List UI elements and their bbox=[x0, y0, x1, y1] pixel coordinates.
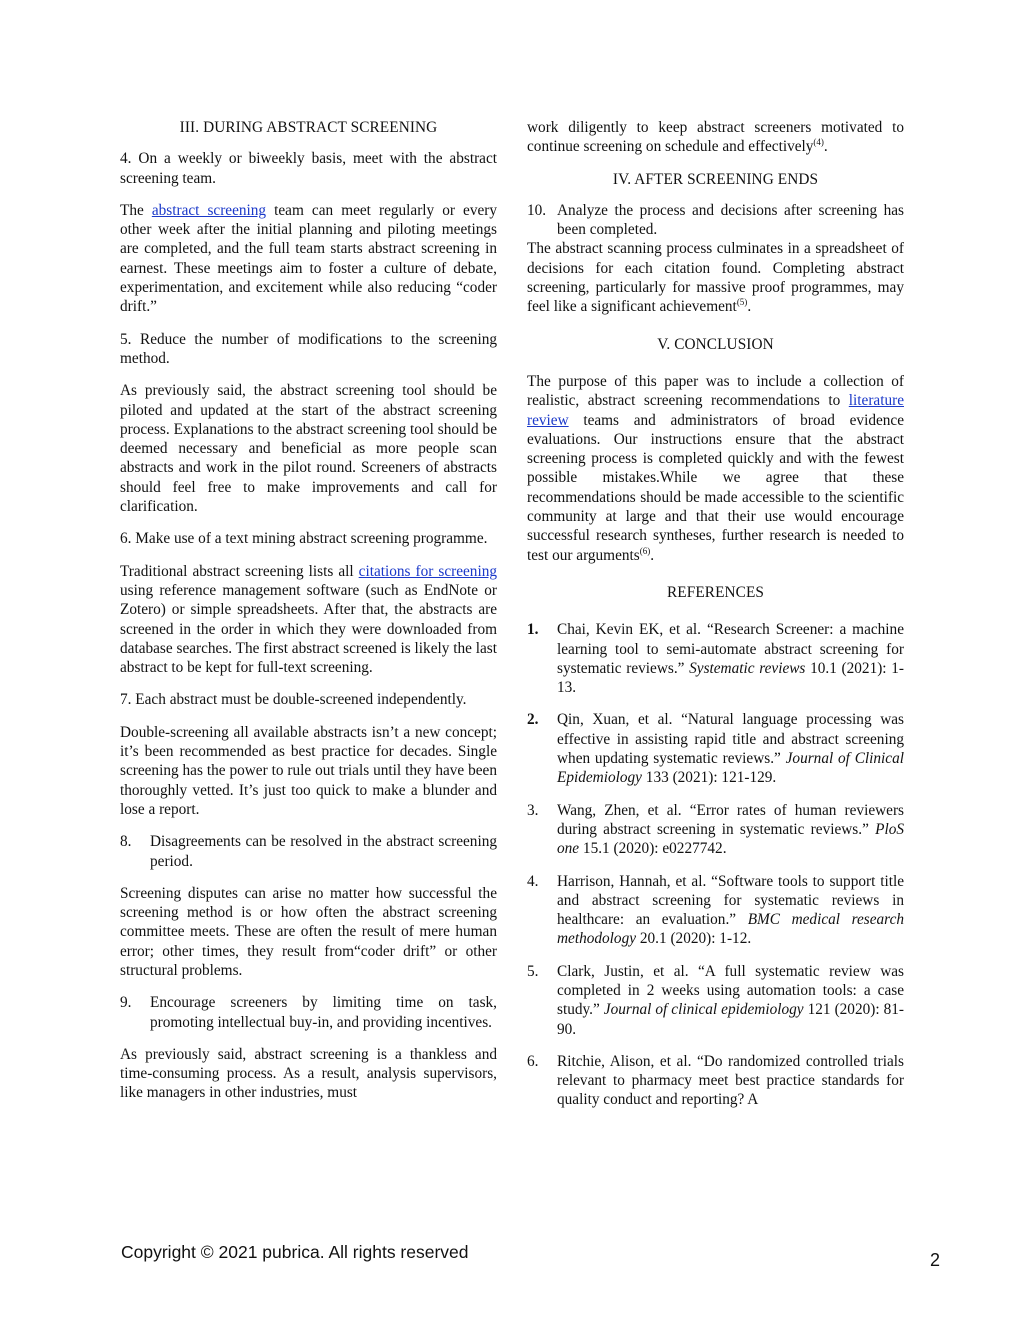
reference-body: Ritchie, Alison, et al. “Do randomized controlled trials relevant to pharmacy meet best practice standards for quality conduct and reporting? A bbox=[557, 1052, 904, 1109]
item-text: Analyze the process and decisions after screening has been completed. bbox=[557, 201, 904, 239]
reference-body: Qin, Xuan, et al. “Natural language processing was effective in assisting rapid title and abstract screening when updating systematic reviews.” bbox=[557, 711, 904, 768]
reference-journal: BMC medical research methodology bbox=[557, 911, 905, 948]
section-heading-references: REFERENCES bbox=[666, 583, 765, 601]
citation-superscript: (6) bbox=[639, 545, 651, 556]
item-7: 7. Each abstract must be double-screened independently. bbox=[120, 691, 467, 709]
reference-number: 2. bbox=[527, 711, 539, 729]
reference-number: 5. bbox=[527, 962, 539, 980]
reference-text bbox=[557, 801, 904, 859]
reference-item bbox=[527, 1052, 904, 1110]
reference-journal: Systematic reviews bbox=[689, 659, 806, 677]
reference-details: 20.1 (2020): 1-12. bbox=[636, 930, 752, 948]
abstract-screening-link[interactable]: abstract screening bbox=[151, 201, 267, 219]
item-10 bbox=[527, 201, 904, 240]
citation-superscript: (5) bbox=[736, 297, 748, 308]
reference-body: Harrison, Hannah, et al. “Software tools to support title and abstract screening for systematic reviews in healthcare: an evaluation.” bbox=[557, 872, 904, 929]
paragraph-piloting: As previously said, the abstract screening tool should be piloted and updated at the start of the abstract screening process. Explanations to the abstract screening tool should be deemed necessary and beneficial as more people scan abstracts and work in the pilot round. Screeners of abstracts should feel free to make improvements and call for clarification. bbox=[120, 382, 497, 516]
paragraph-text: Traditional abstract screening lists all bbox=[120, 562, 359, 580]
reference-journal: PloS one bbox=[557, 820, 904, 858]
paragraph-continuation bbox=[527, 118, 904, 157]
paragraph-scanning-process bbox=[527, 239, 904, 316]
reference-body: Chai, Kevin EK, et al. “Research Screener: a machine learning tool to semi-automate abstract screening for systematic reviews.” bbox=[557, 621, 904, 677]
reference-number: 4. bbox=[527, 872, 539, 890]
references-list bbox=[527, 620, 904, 1110]
reference-number: 3. bbox=[527, 801, 539, 819]
paragraph-text: . bbox=[823, 138, 828, 156]
paragraph-text: . bbox=[650, 546, 655, 564]
item-text: Disagreements can be resolved in the abstract screening period. bbox=[150, 833, 497, 870]
reference-details: 15.1 (2020): e0227742. bbox=[579, 840, 727, 858]
section-heading-during-screening: III. DURING ABSTRACT SCREENING bbox=[179, 119, 438, 136]
item-5: 5. Reduce the number of modifications to the screening method. bbox=[120, 330, 497, 367]
reference-details: 133 (2021): 121-129. bbox=[641, 769, 777, 787]
reference-number: 6. bbox=[527, 1052, 539, 1070]
item-text: Encourage screeners by limiting time on task, promoting intellectual buy-in, and providing incentives. bbox=[150, 994, 497, 1031]
reference-item bbox=[527, 962, 904, 1039]
reference-journal: Journal of clinical epidemiology bbox=[603, 1001, 804, 1019]
paragraph-conclusion bbox=[527, 372, 904, 565]
section-heading-conclusion: V. CONCLUSION bbox=[657, 335, 774, 353]
paragraph-text: team can meet regularly or every other week after the initial planning and piloting meetings are completed, and the full team starts abstract screening in earnest. These meetings aim to foster a culture of debate, experimentation, and excitement while also reducing “coder drift.” bbox=[120, 201, 498, 316]
paragraph-text: teams and administrators of broad evidence evaluations. Our instructions ensure that the abstract screening process is completed quickly and with the fewest possible mistakes.While we agree that these recommendations should be made accessible to the scientific community at large and that their use would encourage successful research syntheses, further research is needed to test our arguments bbox=[527, 411, 904, 564]
paragraph-abstract-screening-team bbox=[120, 201, 497, 317]
item-8 bbox=[120, 832, 497, 871]
reference-body: Clark, Justin, et al. “A full systematic review was completed in 2 weeks using automation tools: a case study.” bbox=[557, 962, 904, 1019]
paragraph-thankless-process: As previously said, abstract screening is a thankless and time-consuming process. As a result, analysis supervisors, like managers in other industries, must bbox=[120, 1045, 497, 1102]
item-6: 6. Make use of a text mining abstract screening programme. bbox=[120, 530, 488, 548]
item-9 bbox=[120, 993, 497, 1032]
citations-for-screening-link[interactable]: citations for screening bbox=[358, 562, 497, 580]
citation-superscript: (4) bbox=[813, 137, 824, 148]
reference-item bbox=[527, 620, 904, 697]
literature-review-link[interactable]: literature review bbox=[527, 392, 904, 429]
reference-journal: Journal of Clinical Epidemiology bbox=[557, 750, 904, 787]
paragraph-text: The abstract scanning process culminates in a spreadsheet of decisions for each citation found. Completing abstract screening, particularly for massive proof programmes, may feel like a significant achievement bbox=[527, 240, 904, 316]
item-4: 4. On a weekly or biweekly basis, meet with the abstract screening team. bbox=[120, 150, 497, 187]
item-number: 8. bbox=[120, 833, 132, 851]
page-number: 2 bbox=[930, 1250, 941, 1270]
paragraph-text: using reference management software (such as EndNote or Zotero) or simple spreadsheets. After that, the abstracts are screened in the order in which they were downloaded from database searches. The first abstract screened is likely the last abstract to be kept for full-text screening. bbox=[120, 581, 497, 677]
reference-text bbox=[557, 710, 904, 787]
paragraph-text: The purpose of this paper was to include a collection of realistic, abstract screening recommendations to bbox=[527, 372, 904, 410]
reference-text bbox=[557, 620, 904, 697]
reference-number: 1. bbox=[527, 621, 539, 639]
right-column bbox=[527, 118, 904, 1110]
paragraph-text: work diligently to keep abstract screeners motivated to continue screening on schedule and effectively bbox=[527, 119, 904, 156]
reference-item bbox=[527, 801, 904, 859]
paragraph-double-screening: Double-screening all available abstracts isn’t a new concept; it’s been recommended as best practice for decades. Single screening has the power to rule out trials until they have been thoroughly vetted. It’s just too quick to make a blunder and lose a report. bbox=[120, 723, 497, 818]
reference-body: Wang, Zhen, et al. “Error rates of human reviewers during abstract screening in systematic reviews.” bbox=[557, 801, 904, 838]
left-column bbox=[120, 118, 497, 1103]
reference-details: 10.1 (2021): 1-13. bbox=[557, 659, 904, 697]
paragraph-text: . bbox=[747, 298, 752, 316]
reference-item bbox=[527, 872, 904, 949]
paragraph-text: The bbox=[120, 201, 152, 219]
paragraph-screening-disputes: Screening disputes can arise no matter how successful the screening method is or how often the abstract screening committee meets. These are often the result of mere human error; other times, they result from“coder drift” or other structural problems. bbox=[120, 884, 497, 979]
reference-text bbox=[557, 872, 904, 949]
reference-details: 121 (2020): 81-90. bbox=[557, 1001, 904, 1038]
reference-item bbox=[527, 710, 904, 787]
reference-text bbox=[557, 962, 904, 1039]
copyright-footer: Copyright © 2021 pubrica. All rights reserved bbox=[121, 1242, 469, 1262]
paragraph-traditional-screening bbox=[120, 562, 497, 678]
item-number: 9. bbox=[120, 994, 132, 1012]
reference-text bbox=[557, 1052, 904, 1110]
section-heading-after-screening: IV. AFTER SCREENING ENDS bbox=[612, 170, 819, 188]
item-number: 10. bbox=[527, 201, 547, 219]
